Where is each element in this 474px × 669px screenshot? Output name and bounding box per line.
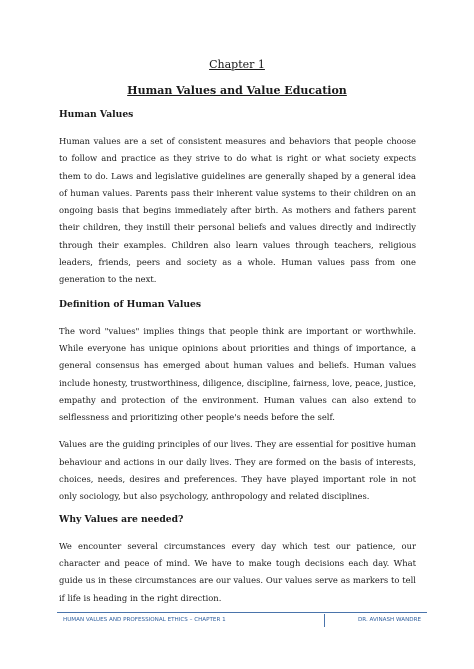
paragraph-human-values: Human values are a set of consistent measures and behaviors that people choose to follow and practice as they strive to do what is right or what society expects them to do. Laws and legislative guidelines are generally shaped by a general idea of human values. Parents pass their inherent value systems to their children on an ongoing basis that begins immediately after birth. As mothers and fathers parent their children, they instill their personal beliefs and values directly and indirectly through their examples. Children also learn values through teachers, religious leaders, friends, peers and society as a whole. Human values pass from one generation to the next. — [59, 136, 416, 285]
section-heading-why-values: Why Values are needed? — [59, 513, 184, 525]
paragraph-definition-2: Values are the guiding principles of our lives. They are essential for positive human behaviour and actions in our daily lives. They are formed on the basis of interests, choices, needs, desires and preferences. They have played important role in not only sociology, but also psychology, anthropology and related disciplines. — [59, 439, 416, 502]
paragraph-definition-1: The word "values" implies things that people think are important or worthwhile. While everyone has unique opinions about priorities and things of importance, a general consensus has emerged about human values and beliefs. Human values include honesty, trustworthiness, diligence, discipline, fairness, love, peace, justice, empathy and protection of the environment. Human values can also extend to selflessness and prioritizing other people's needs before the self. — [59, 325, 416, 423]
document-body — [59, 109, 416, 617]
footer-divider — [324, 614, 325, 627]
page-footer — [57, 612, 427, 627]
section-heading-definition: Definition of Human Values — [59, 298, 202, 310]
footer-course-title: HUMAN VALUES AND PROFESSIONAL ETHICS – CHAPTER 1 — [63, 617, 226, 623]
section-heading-human-values: Human Values — [59, 109, 134, 120]
paragraph-why-values: We encounter several circumstances every day which test our patience, our character and peace of mind. We have to make tough decisions each day. What guide us in these circumstances are our values. Our values serve as markers to tell if life is heading in the right direction. — [59, 540, 416, 603]
footer-author: DR. AVINASH WANDRE — [357, 617, 421, 623]
document-title: Human Values and Value Education — [127, 84, 347, 97]
chapter-label: Chapter 1 — [209, 58, 265, 71]
